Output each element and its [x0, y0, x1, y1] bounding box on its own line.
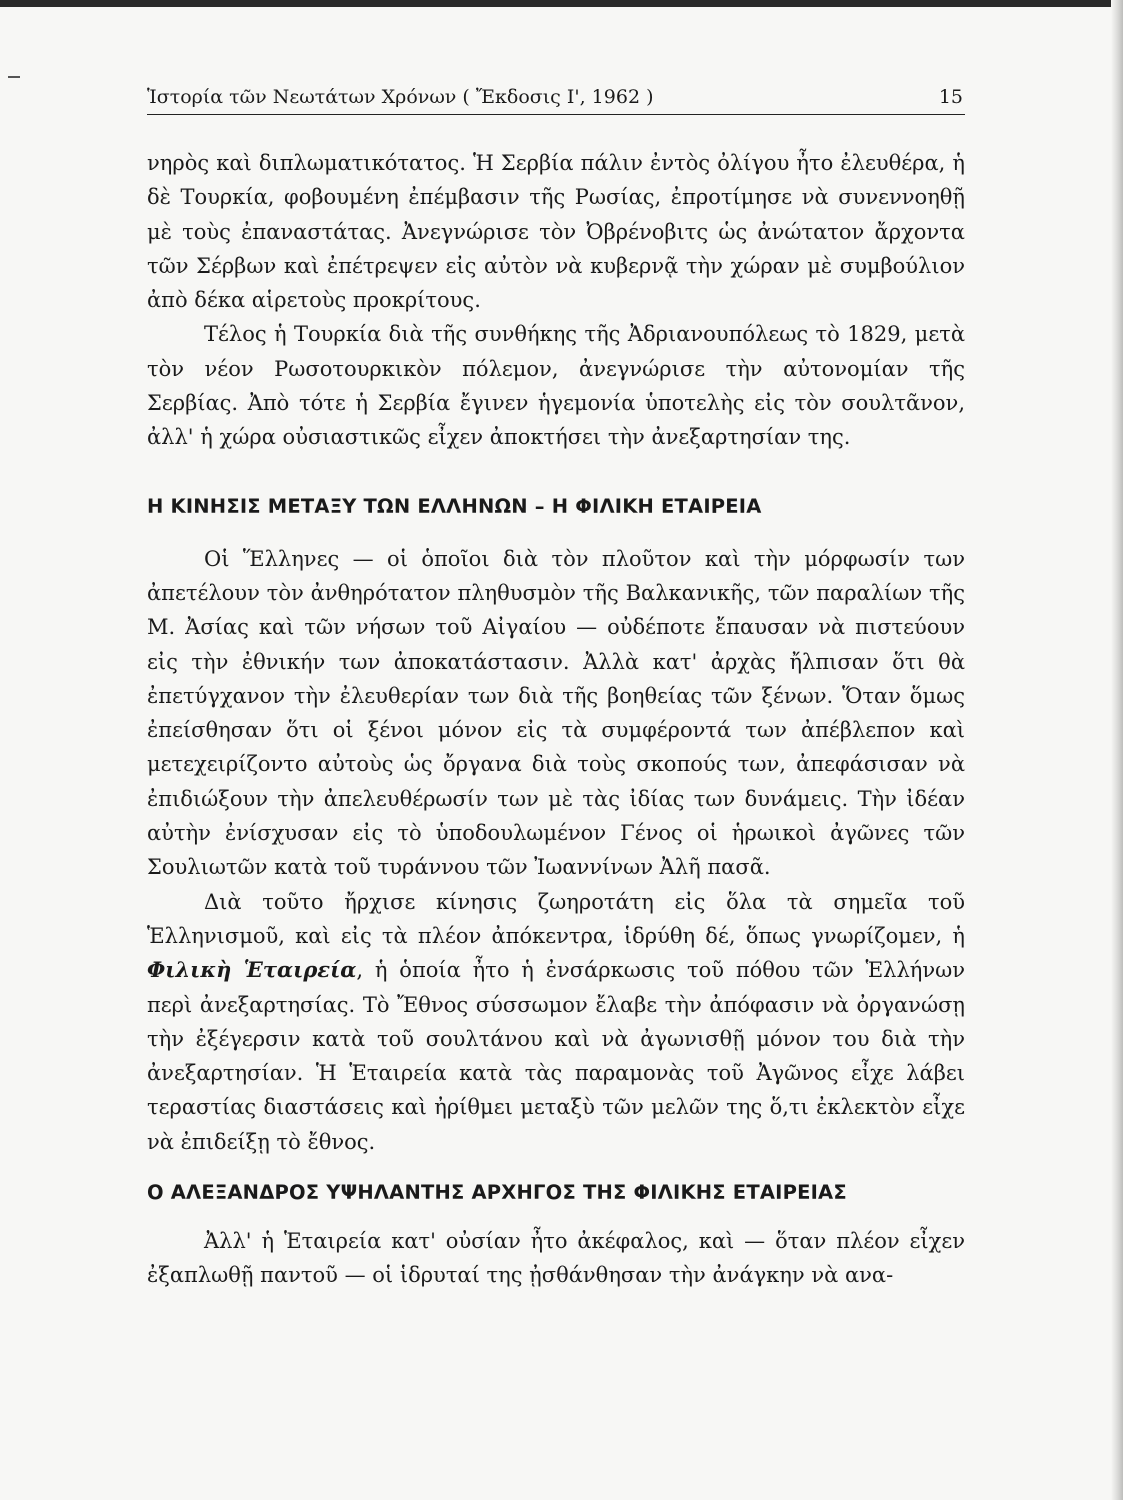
philiki-etaireia-emphasis: Φιλικὴ Ἑταιρεία [147, 957, 357, 983]
section-heading-ypsilantis: Ο ΑΛΕΞΑΝΔΡΟΣ ΥΨΗΛΑΝΤΗΣ ΑΡΧΗΓΟΣ ΤΗΣ ΦΙΛΙΚΗΣ ΕΤΑΙΡΕΙΑΣ [147, 1181, 847, 1205]
scan-top-edge [0, 0, 1123, 7]
page-number: 15 [938, 86, 963, 108]
scan-right-edge [1111, 0, 1123, 1500]
paragraph-4 [147, 885, 965, 1159]
section-heading-philiki: Η ΚΙΝΗΣΙΣ ΜΕΤΑΞΥ ΤΩΝ ΕΛΛΗΝΩΝ – Η ΦΙΛΙΚΗ ΕΤΑΙΡΕΙΑ [147, 494, 762, 518]
paragraph-4-start: Διὰ τοῦτο ἤρχισε κίνησις ζωηροτάτη εἰς ὅλα τὰ σημεῖα τοῦ Ἑλληνισμοῦ, καὶ εἰς τὰ πλέον ἀπόκεντρα, ἱδρύθη δέ, ὅπως γνωρίζομεν, ἡ [147, 889, 965, 948]
page-body [147, 146, 965, 1293]
paragraph-4-end: , ἡ ὁποία ἦτο ἡ ἐνσάρκωσις τοῦ πόθου τῶν Ἑλλήνων περὶ ἀνεξαρτησίας. Τὸ Ἔθνος σύσσωμον ἔλαβε τὴν ἀπόφασιν νὰ ὀργανώσῃ τὴν ἐξέγερσιν κατὰ τοῦ σουλτάνου καὶ νὰ ἀγωνισθῇ μόνον του διὰ τὴν ἀνεξαρτησίαν. Ἡ Ἑταιρεία κατὰ τὰς παραμονὰς τοῦ Ἀγῶνος εἶχε λάβει τεραστίας διαστάσεις καὶ ἠρίθμει μεταξὺ τῶν μελῶν της ὅ,τι ἐκλεκτὸν εἶχε νὰ ἐπιδείξῃ τὸ ἔθνος. [147, 958, 966, 1154]
paragraph-1: νηρὸς καὶ διπλωματικότατος. Ἡ Σερβία πάλιν ἐντὸς ὀλίγου ἦτο ἐλευθέρα, ἡ δὲ Τουρκία, φοβουμένη ἐπέμβασιν τῆς Ρωσίας, ἐπροτίμησε νὰ συνεννοηθῇ μὲ τοὺς ἐπαναστάτας. Ἀνεγνώρισε τὸν Ὀβρένοβιτς ὡς ἀνώτατον ἄρχοντα τῶν Σέρβων καὶ ἐπέτρεψεν εἰς αὐτὸν νὰ κυβερνᾷ τὴν χώραν μὲ συμβούλιον ἀπὸ δέκα αἱρετοὺς προκρίτους. [147, 151, 965, 313]
margin-mark [8, 76, 20, 78]
paragraph-5: Ἀλλ' ἡ Ἑταιρεία κατ' οὐσίαν ἦτο ἀκέφαλος, καὶ — ὅταν πλέον εἶχεν ἐξαπλωθῇ παντοῦ — οἱ ἱδρυταί της ᾐσθάνθησαν τὴν ἀνάγκην νὰ ανα- [147, 1229, 965, 1288]
paragraph-2: Τέλος ἡ Τουρκία διὰ τῆς συνθήκης τῆς Ἀδριανουπόλεως τὸ 1829, μετὰ τὸν νέον Ρωσοτουρκικὸν πόλεμον, ἀνεγνώρισε τὴν αὐτονομίαν τῆς Σερβίας. Ἀπὸ τότε ἡ Σερβία ἔγινεν ἡγεμονία ὑποτελὴς εἰς τὸν σουλτᾶνον, ἀλλ' ἡ χώρα οὐσιαστικῶς εἶχεν ἀποκτήσει τὴν ἀνεξαρτησίαν της. [147, 322, 965, 450]
running-header [147, 84, 965, 115]
header-title: Ἱστορία τῶν Νεωτάτων Χρόνων ( Ἔκδοσις Ι', 1962 ) [147, 86, 654, 108]
paragraph-3: Οἱ Ἕλληνες — οἱ ὁποῖοι διὰ τὸν πλοῦτον καὶ τὴν μόρφωσίν των ἀπετέλουν τὸν ἀνθηρότατον πληθυσμὸν τῆς Βαλκανικῆς, τῶν παραλίων τῆς Μ. Ἀσίας καὶ τῶν νήσων τοῦ Αἰγαίου — οὐδέποτε ἔπαυσαν νὰ πιστεύουν εἰς τὴν ἐθνικήν των ἀποκατάστασιν. Ἀλλὰ κατ' ἀρχὰς ἤλπισαν ὅτι θὰ ἐπετύγχανον τὴν ἐλευθερίαν των διὰ τῆς βοηθείας τῶν ξένων. Ὅταν ὅμως ἐπείσθησαν ὅτι οἱ ξένοι μόνον εἰς τὰ συμφέροντά των ἀπέβλεπον καὶ μετεχειρίζοντο αὐτοὺς ὡς ὄργανα διὰ τοὺς σκοπούς των, ἀπεφάσισαν νὰ ἐπιδιώξουν τὴν ἀπελευθέρωσίν των μὲ τὰς ἰδίας των δυνάμεις. Τὴν ἰδέαν αὐτὴν ἐνίσχυσαν εἰς τὸ ὑποδουλωμένον Γένος οἱ ἡρωικοὶ ἀγῶνες τῶν Σουλιωτῶν κατὰ τοῦ τυράννου τῶν Ἰωαννίνων Ἀλῆ πασᾶ. [147, 546, 965, 880]
